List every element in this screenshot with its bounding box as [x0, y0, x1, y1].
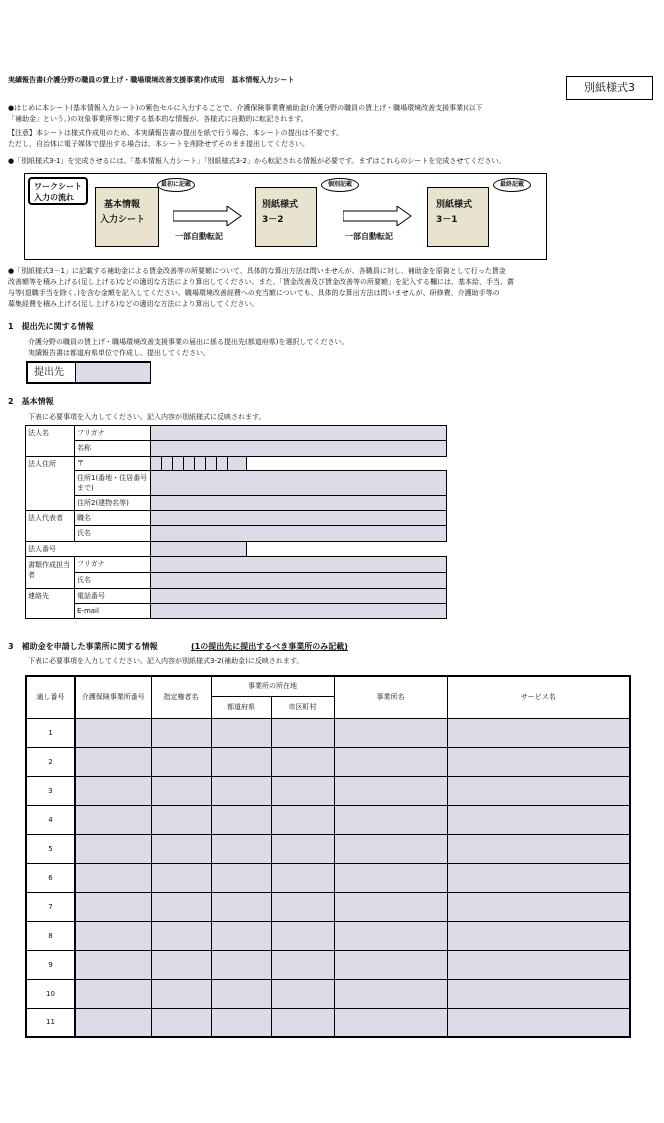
prefecture-input[interactable] [211, 979, 271, 1008]
para2-line4: 募集経費を積み上げる(足し上げる)などの適切な方法により算出してください。 [8, 300, 259, 308]
section3-desc: 下表に必要事項を入力してください。記入内容が別紙様式3-2(補助金)に反映されます。 [28, 657, 304, 665]
contact-label: 連絡先 [28, 592, 49, 600]
preparer-name-label: 氏名 [77, 576, 91, 584]
row-serial: 1 [26, 718, 75, 747]
address1-label-cell [74, 470, 151, 496]
section1-desc2: 実績報告書は都道府県単位で作成し、提出してください。 [28, 349, 210, 357]
address1-input[interactable] [150, 470, 447, 496]
prefecture-input[interactable] [211, 863, 271, 892]
row-serial: 6 [26, 863, 75, 892]
designator-input[interactable] [151, 921, 211, 950]
preparer-furigana-label-cell [74, 556, 151, 573]
service-input[interactable] [447, 805, 630, 834]
table-row [26, 1008, 630, 1037]
city-input[interactable] [271, 747, 334, 776]
office-no-input[interactable] [75, 921, 151, 950]
service-input[interactable] [447, 1008, 630, 1037]
table-row [26, 776, 630, 805]
service-input[interactable] [447, 979, 630, 1008]
service-input[interactable] [447, 892, 630, 921]
table-row [26, 834, 630, 863]
doc3-line1: 別紙様式 [436, 200, 473, 210]
prefecture-input[interactable] [211, 921, 271, 950]
page-title: 実績報告書(介護分野の職員の賃上げ・職場環境改善支援事業)作成用 基本情報入力シート [8, 76, 295, 84]
form-label: 別紙様式3 [584, 81, 635, 94]
rep-name-input[interactable] [150, 525, 447, 542]
office-name-input[interactable] [334, 979, 447, 1008]
office-name-input[interactable] [334, 805, 447, 834]
para2-line2: 改善額等を積み上げる(足し上げる)などの適切な方法により算出してください。また、「賃金改善及び賃金改善等の所要額」を記入する欄には、基本給、手当、賞 [8, 278, 514, 286]
intro-line3: ●「別紙様式3-1」を完成させるには、「基本情報入力シート」「別紙様式3-2」から転記される情報が必要です。まずはこれらのシートを完成させてください。 [8, 157, 506, 165]
section3-heading-note: (1の提出先に提出するべき事業所のみ記載) [191, 642, 348, 651]
table-row [26, 921, 630, 950]
designator-input[interactable] [151, 747, 211, 776]
postal-label-cell [74, 456, 151, 471]
office-name-input[interactable] [334, 950, 447, 979]
preparer-furigana-label: フリガナ [77, 560, 105, 568]
submission-field-box [26, 361, 151, 384]
position-label-cell [74, 510, 151, 526]
row-serial: 10 [26, 979, 75, 1008]
designator-input[interactable] [151, 1008, 211, 1037]
flow-label-box [28, 177, 88, 205]
city-input[interactable] [271, 834, 334, 863]
designator-input[interactable] [151, 834, 211, 863]
para2-line3: 与等(退職手当を除く。)を含む金額を記入してください。職場環境改善経費への充当額についても、具体的な算出方法は問いませんが、研修費、介護助手等の [8, 289, 500, 297]
address1-label: 住所1(番地・住居番号まで) [77, 474, 148, 492]
prefecture-input[interactable] [211, 892, 271, 921]
phone-label: 電話番号 [77, 592, 105, 600]
designator-input[interactable] [151, 776, 211, 805]
preparer-label-cell [25, 556, 75, 589]
city-input[interactable] [271, 921, 334, 950]
basic-info-table [25, 425, 447, 619]
table-row [26, 863, 630, 892]
office-name-input[interactable] [334, 1008, 447, 1037]
corp-furigana-input[interactable] [150, 425, 447, 441]
address2-label: 住所2(建物名等) [77, 499, 129, 507]
office-name-input[interactable] [334, 834, 447, 863]
intro-note2: ただし、自治体に電子媒体で提出する場合は、本シートを削除せずそのまま提出してください。 [8, 140, 309, 148]
designator-input[interactable] [151, 892, 211, 921]
corp-number-input[interactable] [150, 541, 247, 557]
city-input[interactable] [271, 718, 334, 747]
name-label: 名称 [77, 444, 91, 452]
row-serial: 7 [26, 892, 75, 921]
submission-label: 提出先 [34, 367, 64, 378]
corp-number-label: 法人番号 [28, 545, 56, 553]
service-input[interactable] [447, 747, 630, 776]
doc1-line2: 入力シート [100, 215, 146, 225]
office-no-input[interactable] [75, 979, 151, 1008]
doc-basic-info [95, 187, 159, 247]
phone-label-cell [74, 588, 151, 604]
col-prefecture-header: 都道府県 [211, 696, 271, 718]
table-row [26, 747, 630, 776]
office-no-input[interactable] [75, 747, 151, 776]
table-row [26, 950, 630, 979]
office-no-input[interactable] [75, 1008, 151, 1037]
city-input[interactable] [271, 950, 334, 979]
furigana-label: フリガナ [77, 429, 105, 437]
prefecture-input[interactable] [211, 776, 271, 805]
email-input[interactable] [150, 603, 447, 619]
rep-name-label: 氏名 [77, 529, 91, 537]
col-location-header: 事業所の所在地 [211, 676, 334, 696]
representative-label: 法人代表者 [28, 514, 63, 522]
table-row [26, 718, 630, 747]
arrow-right-icon [343, 206, 413, 226]
rep-name-label-cell [74, 525, 151, 542]
email-label: E-mail [77, 607, 99, 615]
row-serial: 3 [26, 776, 75, 805]
service-input[interactable] [447, 921, 630, 950]
designator-input[interactable] [151, 979, 211, 1008]
intro-note1: 【注意】本シートは様式作成用のため、本実績報告書の提出を紙で行う場合、本シートの提出は不要です。 [8, 129, 344, 137]
city-input[interactable] [271, 979, 334, 1008]
section2-desc: 下表に必要事項を入力してください。記入内容が別紙様式に反映されます。 [28, 413, 266, 421]
section3-heading: 3 補助金を申請した事業所に関する情報 [8, 642, 158, 651]
office-no-input[interactable] [75, 950, 151, 979]
submission-input[interactable] [75, 363, 150, 382]
city-input[interactable] [271, 776, 334, 805]
prefecture-input[interactable] [211, 747, 271, 776]
preparer-furigana-input[interactable] [150, 556, 447, 573]
office-name-input[interactable] [334, 718, 447, 747]
section2-heading: 2 基本情報 [8, 397, 54, 406]
row-serial: 5 [26, 834, 75, 863]
col-service-header: サービス名 [447, 676, 630, 718]
doc-form-3-2 [255, 187, 317, 247]
designator-input[interactable] [151, 950, 211, 979]
representative-label-cell [25, 510, 75, 542]
doc2-bubble: 個別記載 [321, 178, 359, 192]
service-input[interactable] [447, 863, 630, 892]
office-name-input[interactable] [334, 863, 447, 892]
office-table [25, 675, 631, 1038]
contact-label-cell [25, 588, 75, 619]
city-input[interactable] [271, 863, 334, 892]
para2-line1: ●「別紙様式3－1」に記載する補助金による賃金改善等の所要額について、具体的な算出方法は問いませんが、各職員に対し、補助金を原資として行った賃金 [8, 267, 506, 275]
prefecture-input[interactable] [211, 950, 271, 979]
row-serial: 2 [26, 747, 75, 776]
postal-digit-input[interactable] [227, 456, 247, 471]
doc3-line2: 3－1 [436, 215, 458, 225]
position-label: 職名 [77, 514, 91, 522]
service-input[interactable] [447, 718, 630, 747]
prefecture-input[interactable] [211, 834, 271, 863]
corp-number-label-cell [25, 541, 151, 557]
designator-input[interactable] [151, 805, 211, 834]
corp-address-label-cell [25, 456, 75, 511]
section1-desc1: 介護分野の職員の賃上げ・職場環境改善支援事業の届出に係る提出先(都道府県)を選択してください。 [28, 338, 349, 346]
corp-name-input[interactable] [150, 440, 447, 457]
doc1-bubble: 最初に記載 [157, 178, 195, 192]
office-name-input[interactable] [334, 747, 447, 776]
postal-label: 〒 [77, 459, 84, 467]
corp-address-label: 法人住所 [28, 460, 56, 468]
doc2-line1: 別紙様式 [262, 200, 299, 210]
office-no-input[interactable] [75, 805, 151, 834]
preparer-label: 書類作成担当者 [28, 561, 70, 579]
doc-form-3-1 [427, 187, 489, 247]
service-input[interactable] [447, 834, 630, 863]
arrow-right-icon [173, 206, 243, 226]
furigana-label-cell [74, 425, 151, 441]
col-office-name-header: 事業所名 [334, 676, 447, 718]
name-label-cell [74, 440, 151, 457]
table-row [26, 979, 630, 1008]
row-serial: 9 [26, 950, 75, 979]
office-name-input[interactable] [334, 921, 447, 950]
office-no-input[interactable] [75, 718, 151, 747]
row-serial: 11 [26, 1008, 75, 1037]
row-serial: 4 [26, 805, 75, 834]
position-input[interactable] [150, 510, 447, 526]
prefecture-input[interactable] [211, 1008, 271, 1037]
table-row [26, 892, 630, 921]
preparer-name-input[interactable] [150, 572, 447, 589]
col-office-no-header: 介護保険事業所番号 [75, 676, 151, 718]
prefecture-input[interactable] [211, 805, 271, 834]
service-input[interactable] [447, 950, 630, 979]
email-label-cell [74, 603, 151, 619]
arrow2-label: 一部自動転記 [345, 232, 393, 241]
flow-label-line2: 入力の流れ [34, 193, 74, 202]
office-name-input[interactable] [334, 776, 447, 805]
col-serial-header: 通し番号 [26, 676, 75, 718]
doc1-line1: 基本情報 [104, 200, 141, 210]
preparer-name-label-cell [74, 572, 151, 589]
address2-input[interactable] [150, 495, 447, 511]
table-row [26, 805, 630, 834]
col-designator-header: 指定権者名 [151, 676, 211, 718]
office-no-input[interactable] [75, 834, 151, 863]
intro-line2: 「補助金」という。)の対象事業所等に関する基本的な情報が、各様式に自動的に転記されます。 [8, 115, 308, 123]
phone-input[interactable] [150, 588, 447, 604]
row-serial: 8 [26, 921, 75, 950]
office-no-input[interactable] [75, 892, 151, 921]
arrow1-label: 一部自動転記 [175, 232, 223, 241]
designator-input[interactable] [151, 863, 211, 892]
city-input[interactable] [271, 892, 334, 921]
office-no-input[interactable] [75, 863, 151, 892]
office-no-input[interactable] [75, 776, 151, 805]
col-city-header: 市区町村 [271, 696, 334, 718]
city-input[interactable] [271, 805, 334, 834]
flow-diagram [24, 173, 547, 260]
corp-name-label: 法人名 [28, 429, 49, 437]
corp-name-label-cell [25, 425, 75, 457]
doc3-bubble: 最終記載 [493, 178, 531, 192]
intro-line1: ●はじめに本シート(基本情報入力シート)の紫色セルに入力することで、介護保険事業費補助金(介護分野の職員の賃上げ・職場環境改善支援事業)(以下 [8, 104, 483, 112]
flow-label-line1: ワークシート [34, 182, 82, 191]
section1-heading: 1 提出先に関する情報 [8, 322, 94, 331]
service-input[interactable] [447, 776, 630, 805]
prefecture-input[interactable] [211, 718, 271, 747]
office-name-input[interactable] [334, 892, 447, 921]
form-label-box [566, 76, 653, 100]
address2-label-cell [74, 495, 151, 511]
city-input[interactable] [271, 1008, 334, 1037]
doc2-line2: 3－2 [262, 215, 284, 225]
designator-input[interactable] [151, 718, 211, 747]
